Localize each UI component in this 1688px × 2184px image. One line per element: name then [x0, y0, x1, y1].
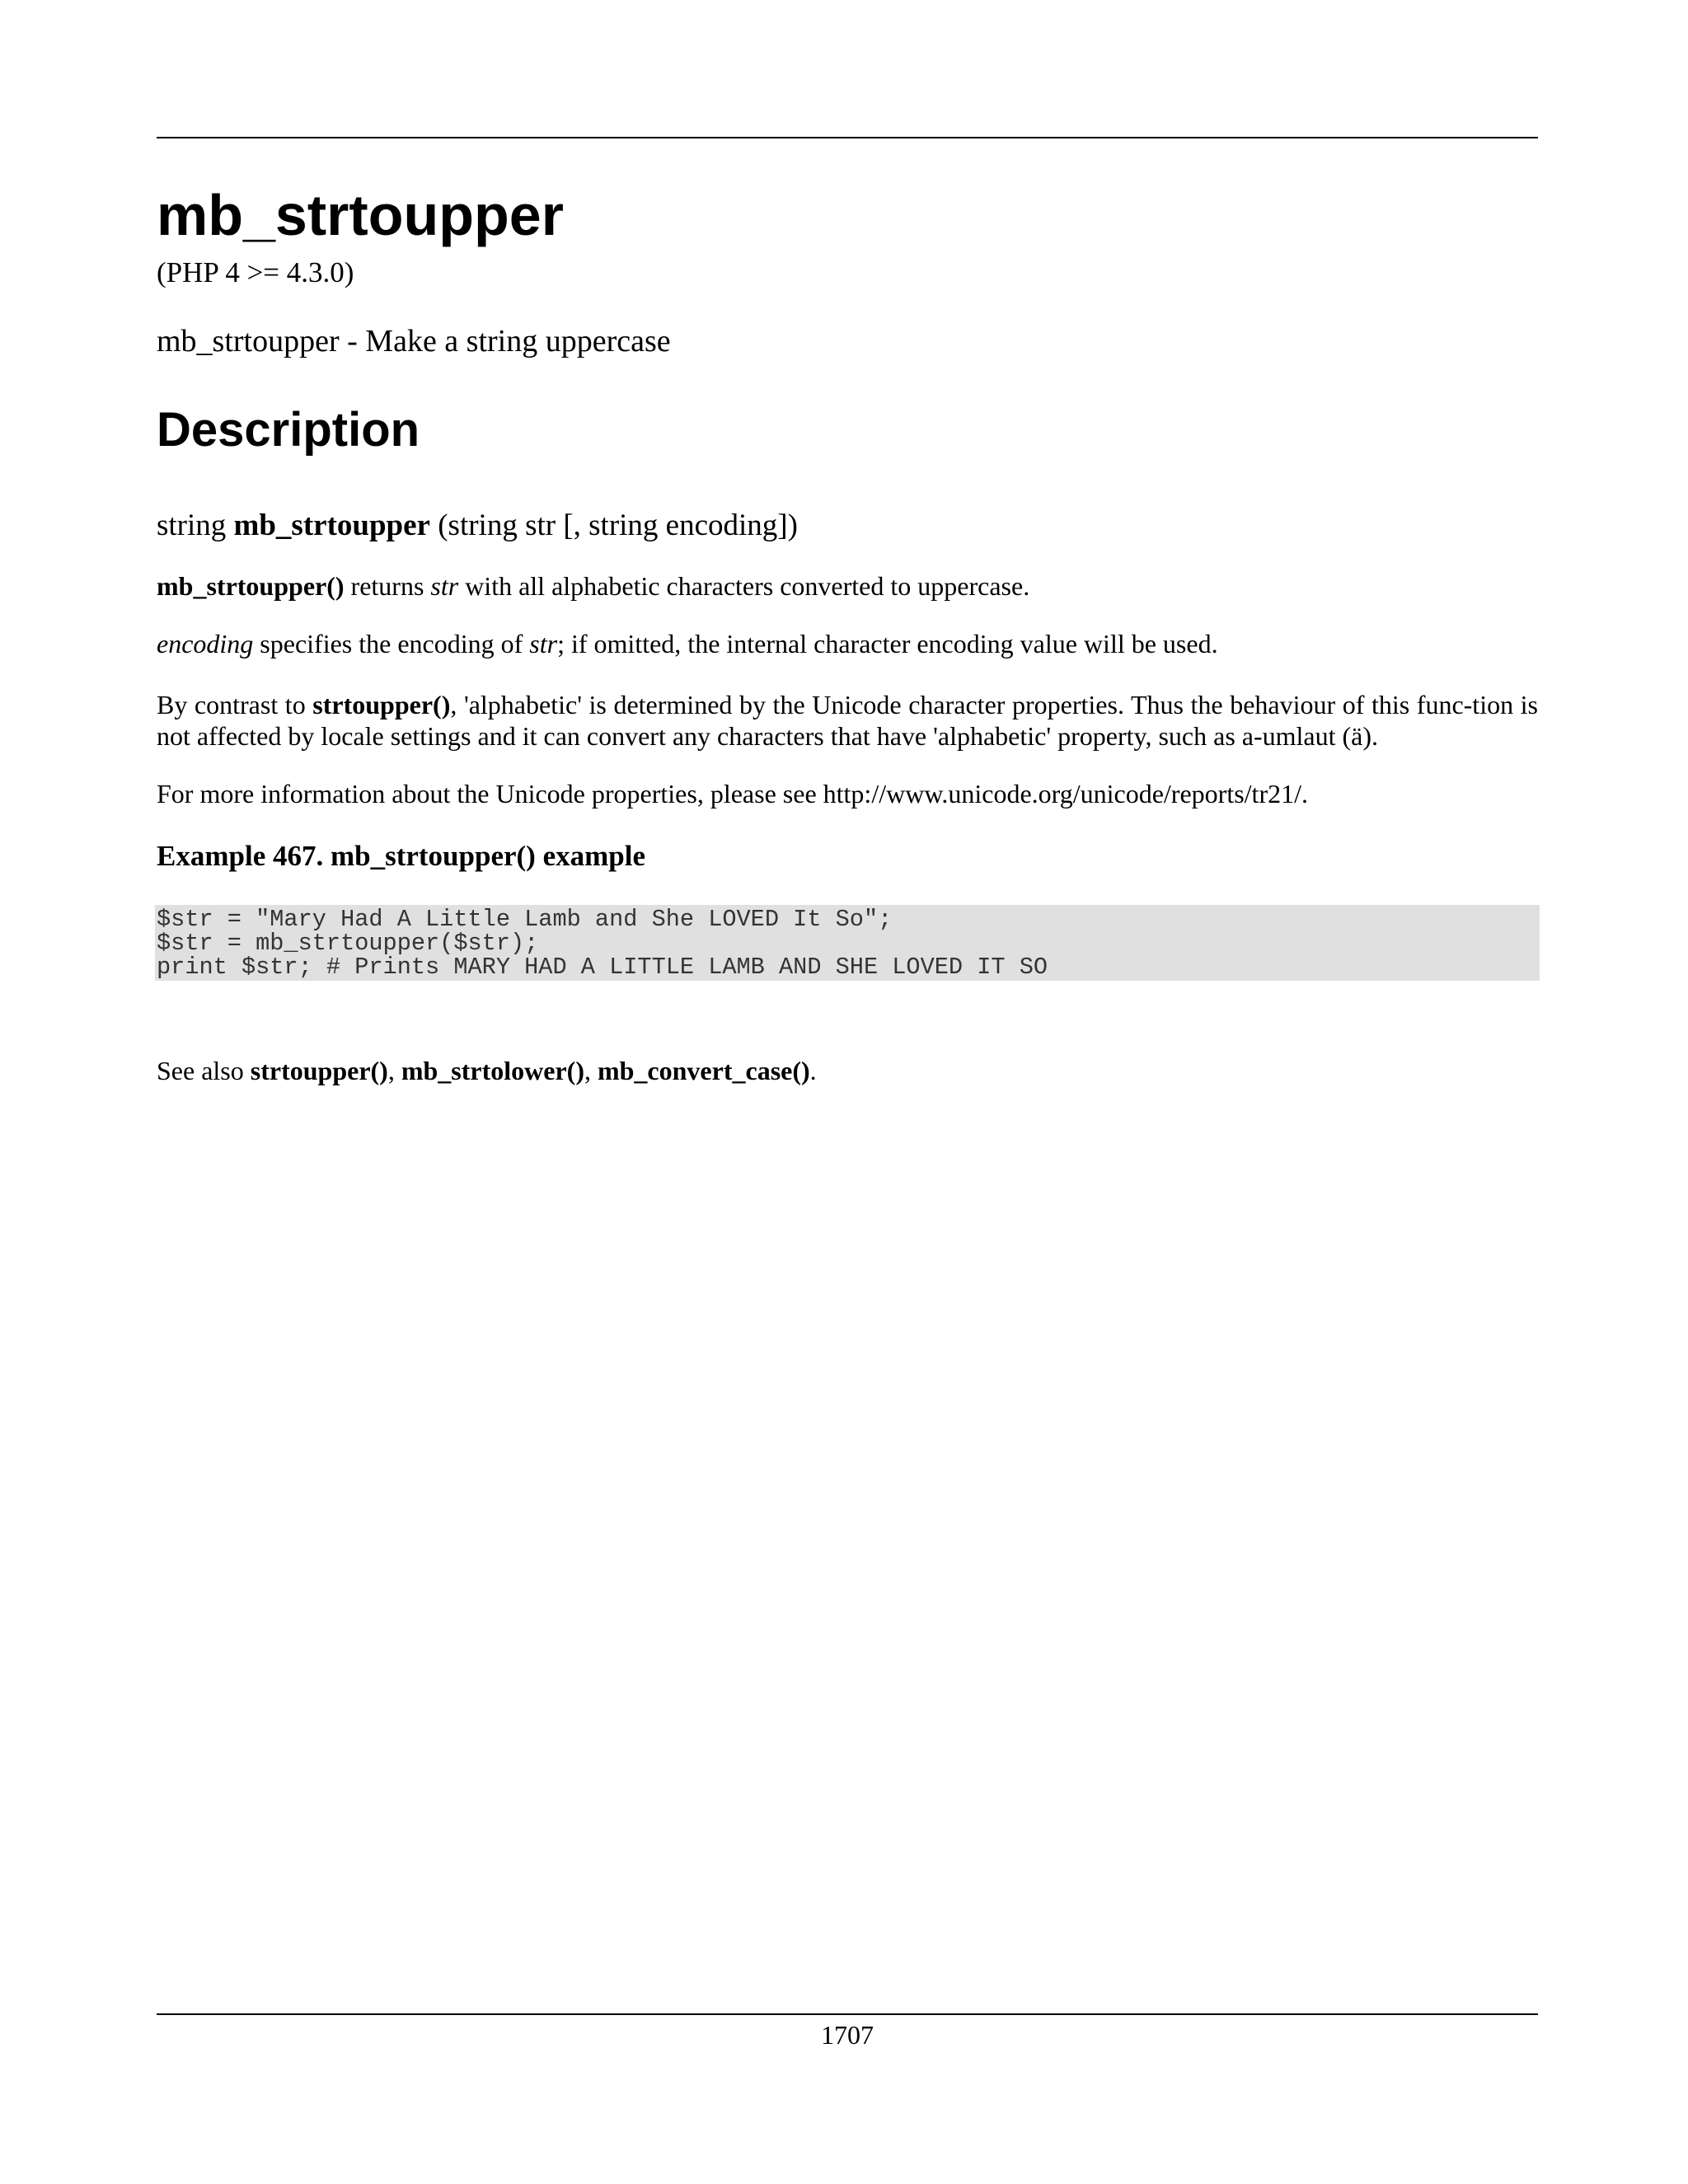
para-text: specifies the encoding of: [253, 629, 530, 658]
see-also-link-mb-strtolower[interactable]: mb_strtolower(): [401, 1056, 584, 1085]
footer-rule: [157, 2013, 1538, 2015]
synopsis-function-name: mb_strtoupper: [233, 509, 430, 542]
param-ref: encoding: [157, 629, 254, 658]
refname-purpose: mb_strtoupper - Make a string uppercase: [157, 324, 671, 359]
see-also-link-mb-convert-case[interactable]: mb_convert_case(): [597, 1056, 810, 1085]
para-text: By contrast to: [157, 690, 313, 719]
header-rule: [157, 137, 1538, 138]
separator: ,: [584, 1056, 598, 1085]
paragraph-contrast: [157, 689, 1538, 752]
param-ref: str: [430, 571, 459, 601]
page-number: 1707: [821, 2020, 874, 2050]
paragraph-encoding: [157, 628, 1538, 659]
document-page: [157, 0, 1538, 2184]
func-ref: strtoupper(): [312, 690, 451, 719]
code-example: [155, 905, 1540, 981]
para-text: with all alphabetic characters converted to uppercase.: [458, 571, 1030, 601]
para-text: returns: [344, 571, 431, 601]
separator: ,: [387, 1056, 401, 1085]
code-line: $str = mb_strtoupper($str);: [157, 930, 539, 957]
function-synopsis: [157, 508, 798, 544]
description-heading: Description: [157, 403, 420, 457]
paragraph-more-info: For more information about the Unicode properties, please see http://www.unicode.org/unicode/reports/tr21/.: [157, 779, 1308, 808]
see-also: [157, 1055, 817, 1086]
separator: .: [809, 1056, 817, 1085]
page-title: mb_strtoupper: [157, 183, 564, 247]
param-ref: str: [529, 629, 558, 658]
version-info: (PHP 4 >= 4.3.0): [157, 256, 354, 288]
see-also-prefix: See also: [157, 1056, 251, 1085]
para-text: , 'alphabetic' is determined by the Unicode character properties. Thus the behaviour of this func-tion is not affected by locale settings and it can convert any characters that have 'alphabetic' property, such as a-umlaut (ä).: [157, 690, 1539, 752]
func-ref: mb_strtoupper(): [157, 571, 345, 601]
synopsis-params: (string str [, string encoding]): [438, 509, 798, 542]
code-line: print $str; # Prints MARY HAD A LITTLE LAMB AND SHE LOVED IT SO: [157, 954, 1048, 981]
para-text: ; if omitted, the internal character encoding value will be used.: [557, 629, 1218, 658]
code-line: $str = "Mary Had A Little Lamb and She LOVED It So";: [157, 906, 893, 933]
example-title: Example 467. mb_strtoupper() example: [157, 840, 646, 872]
synopsis-return-type: string: [157, 509, 227, 542]
see-also-link-strtoupper[interactable]: strtoupper(): [250, 1056, 388, 1085]
paragraph-returns: [157, 570, 1538, 602]
